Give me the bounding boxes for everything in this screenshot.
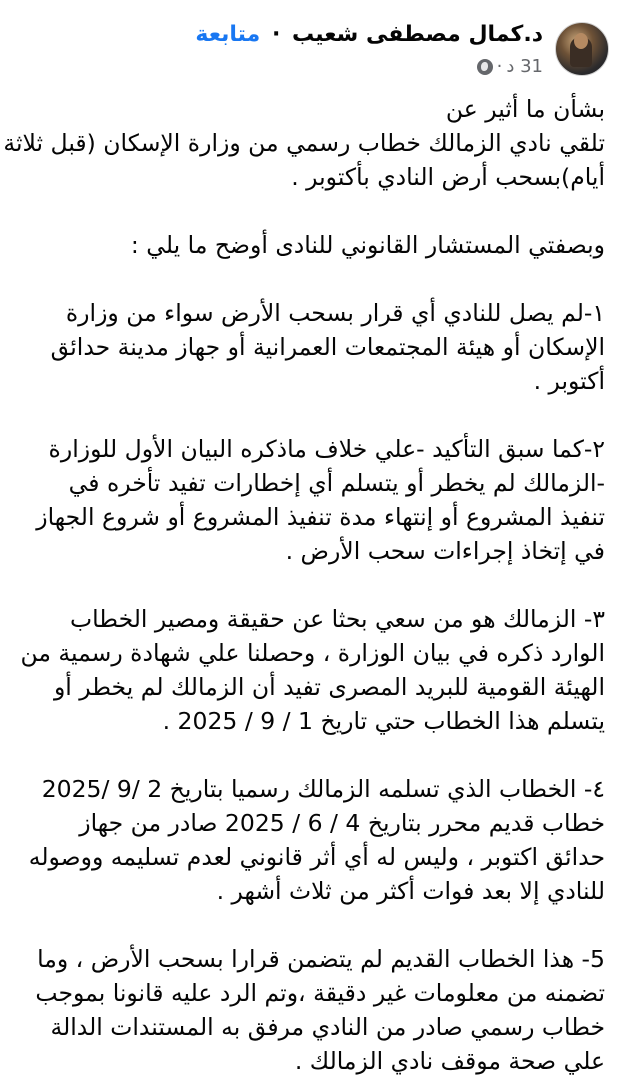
- body-line: حدائق اكتوبر ، وليس له أي أثر قانوني لعدم تسليمه ووصوله: [28, 843, 605, 871]
- body-line: ٣- الزمالك هو من سعي بحثا عن حقيقة ومصير الخطاب: [70, 605, 605, 633]
- post-header: [10, 12, 609, 78]
- header-title-line: [10, 20, 543, 50]
- body-line: الوارد ذكره في بيان الوزارة ، وحصلنا علي شهادة رسمية من: [20, 639, 605, 667]
- follow-button[interactable]: متابعة: [195, 22, 261, 47]
- paragraph-point-5: [14, 942, 605, 1078]
- paragraph-intro: [3, 92, 605, 194]
- body-line: تنفيذ المشروع أو إنتهاء مدة تنفيذ المشروع أو شروع الجهاز: [36, 503, 605, 531]
- post-time[interactable]: 31 د: [506, 56, 543, 77]
- paragraph-point-3: [14, 602, 605, 738]
- body-line: تلقي نادي الزمالك خطاب رسمي من وزارة الإسكان (قبل ثلاثة: [3, 129, 605, 157]
- body-line: الإسكان أو هيئة المجتمعات العمرانية أو جهاز مدينة حدائق: [50, 333, 605, 361]
- paragraph-statement: [14, 228, 605, 262]
- post-meta: [10, 56, 543, 78]
- body-line: يتسلم هذا الخطاب حتي تاريخ 1 / 9 / 2025 .: [162, 707, 605, 735]
- header-separator: ·: [271, 22, 281, 47]
- body-line: ١-لم يصل للنادي أي قرار بسحب الأرض سواء من وزارة: [65, 299, 605, 327]
- author-avatar[interactable]: [555, 22, 609, 76]
- body-line: 5- هذا الخطاب القديم لم يتضمن قرارا بسحب الأرض ، وما: [37, 945, 605, 973]
- meta-separator: ·: [496, 56, 503, 77]
- header-text: [10, 20, 543, 78]
- body-line: -الزمالك لم يخطر أو يتسلم أي إخطارات تفيد تأخره في: [68, 469, 605, 497]
- body-line: خطاب قديم محرر بتاريخ 4 / 6 / 2025 صادر من جهاز: [79, 809, 605, 837]
- body-line: أكتوبر .: [533, 367, 605, 395]
- body-line: للنادي إلا بعد فوات أكثر من ثلاث أشهر .: [216, 877, 605, 905]
- paragraph-point-4: [14, 772, 605, 908]
- body-line: ٤- الخطاب الذي تسلمه الزمالك رسميا بتاريخ 2 /9 /2025: [41, 775, 605, 803]
- body-line: ٢-كما سبق التأكيد -علي خلاف ماذكره البيان الأول للوزارة: [48, 435, 605, 463]
- body-line: الهيئة القومية للبريد المصرى تفيد أن الزمالك لم يخطر أو: [53, 673, 605, 701]
- paragraph-point-2: [14, 432, 605, 568]
- body-line: بشأن ما أثير عن: [445, 95, 605, 123]
- body-line: خطاب رسمي صادر من النادي مرفق به المستندات الدالة: [50, 1013, 605, 1041]
- body-line: علي صحة موقف نادي الزمالك .: [294, 1047, 605, 1075]
- post-body: [3, 92, 605, 1078]
- author-name[interactable]: د.كمال مصطفى شعيب: [291, 22, 543, 47]
- globe-icon[interactable]: [477, 59, 493, 75]
- body-line: وبصفتي المستشار القانوني للنادى أوضح ما يلي :: [130, 231, 605, 259]
- body-line: تضمنه من معلومات غير دقيقة ،وتم الرد عليه قانونا بموجب: [35, 979, 605, 1007]
- body-line: في إتخاذ إجراءات سحب الأرض .: [285, 537, 605, 565]
- avatar-face: [574, 33, 588, 49]
- body-line: أيام)بسحب أرض النادي بأكتوبر .: [291, 163, 605, 191]
- paragraph-point-1: [14, 296, 605, 398]
